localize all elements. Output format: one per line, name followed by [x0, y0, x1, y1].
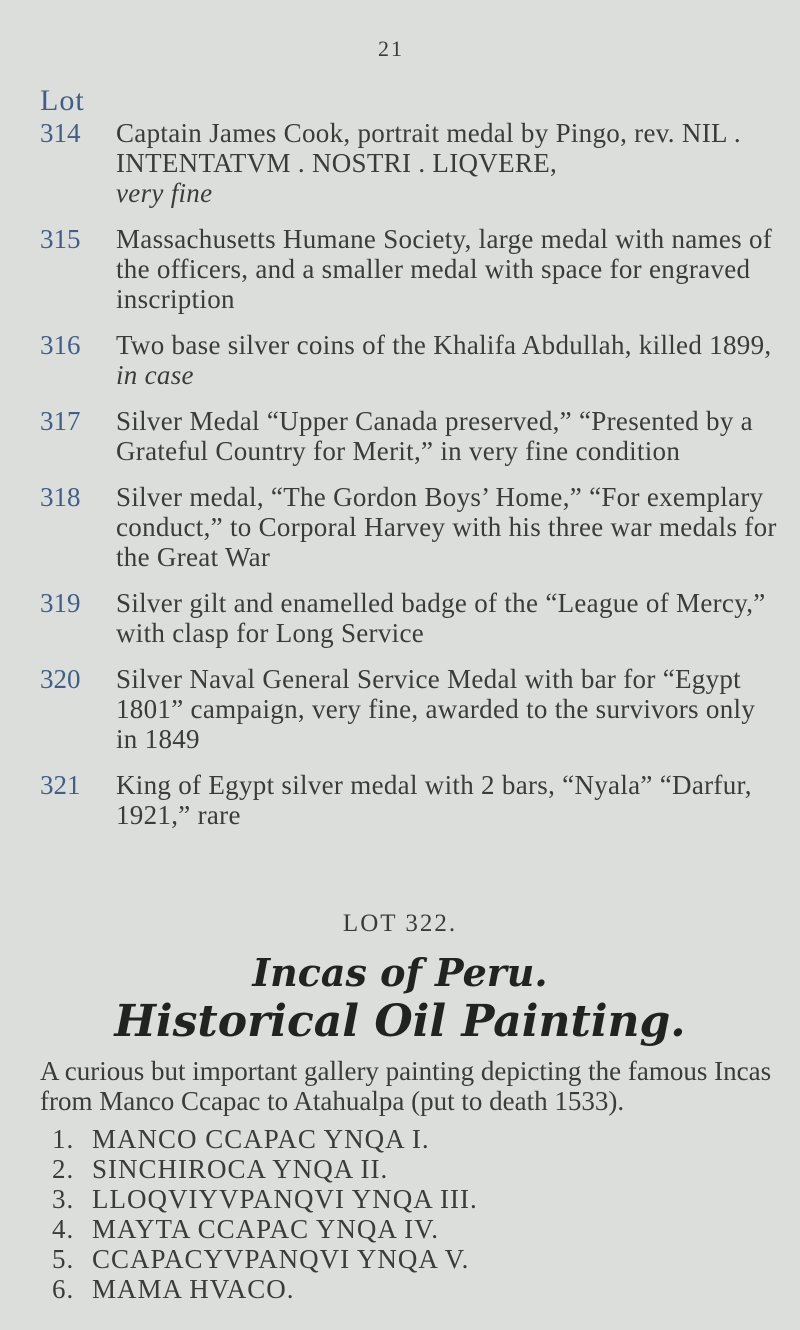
lot-description: Massachusetts Humane Society, large medal with names of the officers, and a smaller medal with space for engraved inscription — [116, 224, 773, 314]
list-item — [52, 1244, 478, 1274]
lot-column-header: Lot — [40, 84, 85, 117]
list-number: 3. — [52, 1184, 75, 1214]
lot-entry — [40, 482, 780, 572]
inca-name: MANCO CCAPAC YNQA I. — [92, 1124, 430, 1154]
lot-322-title-line2: Historical Oil Painting. — [114, 996, 686, 1047]
lot-entry — [40, 118, 780, 208]
list-number: 6. — [52, 1274, 75, 1304]
list-number: 1. — [52, 1124, 75, 1154]
lot-number: 321 — [40, 770, 81, 800]
list-number: 5. — [52, 1244, 75, 1274]
inca-name: SINCHIROCA YNQA II. — [92, 1154, 389, 1184]
lot-entry — [40, 664, 780, 754]
lot-description: Silver gilt and enamelled badge of the “League of Mercy,” with clasp for Long Service — [116, 588, 766, 648]
list-number: 2. — [52, 1154, 75, 1184]
lot-list — [40, 118, 780, 846]
list-item — [52, 1124, 478, 1154]
lot-entry — [40, 330, 780, 390]
inca-list — [52, 1124, 478, 1304]
lot-number: 316 — [40, 330, 81, 360]
inca-name: CCAPACYVPANQVI YNQA V. — [92, 1244, 470, 1274]
lot-number: 320 — [40, 664, 81, 694]
lot-322-title-line1: Incas of Peru. — [252, 950, 548, 995]
list-item — [52, 1274, 478, 1304]
list-number: 4. — [52, 1214, 75, 1244]
inca-name: MAYTA CCAPAC YNQA IV. — [92, 1214, 439, 1244]
lot-322-description: A curious but important gallery painting depicting the famous Incas from Manco Ccapac to Atahualpa (put to death 1533). — [40, 1056, 772, 1116]
list-item — [52, 1154, 478, 1184]
lot-description: Silver medal, “The Gordon Boys’ Home,” “For exemplary conduct,” to Corporal Harvey with his three war medals for the Great War — [116, 482, 777, 572]
page-number: 21 — [378, 36, 404, 61]
lot-number: 314 — [40, 118, 81, 148]
inca-name: LLOQVIYVPANQVI YNQA III. — [92, 1184, 478, 1214]
lot-description: Silver Naval General Service Medal with bar for “Egypt 1801” campaign, very fine, awarded to the survivors only in 1849 — [116, 664, 756, 754]
lot-number: 319 — [40, 588, 81, 618]
lot-description: King of Egypt silver medal with 2 bars, “Nyala” “Darfur, 1921,” rare — [116, 770, 752, 830]
lot-condition: in case — [116, 360, 194, 390]
lot-entry — [40, 224, 780, 314]
list-item — [52, 1214, 478, 1244]
lot-entry — [40, 406, 780, 466]
lot-description: Two base silver coins of the Khalifa Abdullah, killed 1899, in case — [116, 330, 772, 390]
lot-number: 318 — [40, 482, 81, 512]
lot-number: 317 — [40, 406, 81, 436]
lot-entry — [40, 588, 780, 648]
lot-description: Silver Medal “Upper Canada preserved,” “Presented by a Grateful Country for Merit,” in very fine condition — [116, 406, 753, 466]
inca-name: MAMA HVACO. — [92, 1274, 295, 1304]
lot-description: Captain James Cook, portrait medal by Pingo, rev. NIL . INTENTATVM . NOSTRI . LIQVERE, very fine — [116, 118, 741, 208]
lot-322-heading: LOT 322. — [342, 910, 458, 937]
lot-condition: very fine — [116, 178, 213, 208]
list-item — [52, 1184, 478, 1214]
lot-number: 315 — [40, 224, 81, 254]
lot-entry — [40, 770, 780, 830]
